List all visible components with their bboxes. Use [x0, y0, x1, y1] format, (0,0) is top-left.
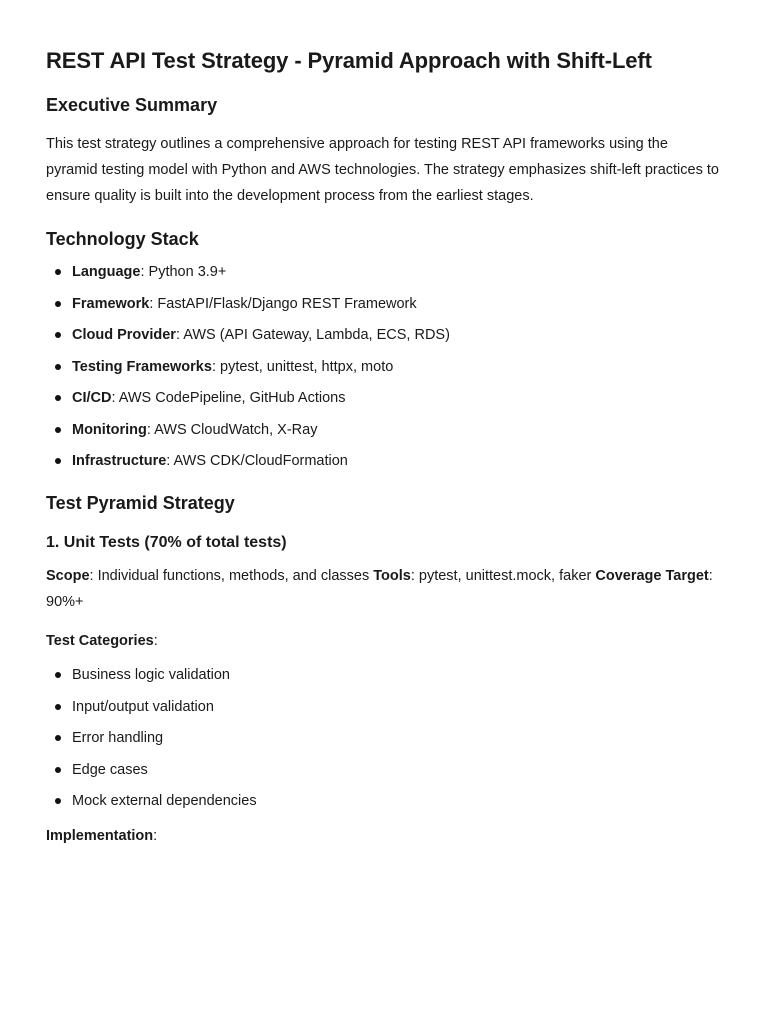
- list-item: [46, 665, 722, 685]
- document-title: REST API Test Strategy - Pyramid Approach with Shift-Left: [46, 48, 652, 73]
- stack-label: Language: [72, 264, 141, 280]
- bullet-icon: [55, 735, 61, 741]
- bullet-icon: [55, 332, 61, 338]
- category-text: Input/output validation: [72, 698, 214, 715]
- category-text: Mock external dependencies: [72, 793, 257, 809]
- list-item: [46, 357, 722, 377]
- stack-value: : AWS (API Gateway, Lambda, ECS, RDS): [175, 327, 450, 343]
- bullet-icon: [55, 364, 61, 370]
- test-categories-list: [46, 665, 722, 811]
- tools-value: : pytest, unittest.mock, faker: [410, 568, 596, 584]
- implementation-label: Implementation: [46, 827, 154, 844]
- technology-stack-list: [46, 262, 722, 471]
- executive-summary-heading: Executive Summary: [46, 95, 218, 115]
- stack-value: : AWS CodePipeline, GitHub Actions: [111, 390, 346, 406]
- list-item: [46, 791, 722, 811]
- stack-label: Framework: [72, 295, 150, 312]
- category-text: Error handling: [72, 730, 164, 746]
- stack-label: Infrastructure: [72, 453, 167, 469]
- bullet-icon: [55, 458, 61, 464]
- unit-tests-scope: [46, 563, 722, 615]
- bullet-icon: [55, 301, 61, 307]
- list-item: [46, 760, 722, 780]
- coverage-value: : 90%+: [46, 568, 713, 610]
- implementation-colon: :: [153, 827, 158, 844]
- bullet-icon: [55, 269, 61, 275]
- list-item: [46, 697, 722, 717]
- list-item: [46, 294, 722, 314]
- test-categories-label: Test Categories: [46, 633, 154, 649]
- stack-label: CI/CD: [72, 390, 112, 406]
- scope-value: : Individual functions, methods, and classes: [89, 568, 374, 584]
- list-item: [46, 728, 722, 748]
- stack-value: : Python 3.9+: [140, 264, 227, 280]
- bullet-icon: [55, 427, 61, 433]
- test-categories-colon: :: [153, 633, 158, 649]
- stack-label: Testing Frameworks: [72, 358, 212, 375]
- bullet-icon: [55, 395, 61, 401]
- stack-label: Cloud Provider: [72, 327, 176, 343]
- stack-value: : pytest, unittest, httpx, moto: [211, 358, 394, 375]
- stack-value: : FastAPI/Flask/Django REST Framework: [149, 295, 417, 312]
- list-item: [46, 420, 722, 440]
- stack-label: Monitoring: [72, 421, 147, 438]
- list-item: [46, 262, 722, 282]
- stack-value: : AWS CDK/CloudFormation: [166, 453, 348, 469]
- coverage-label: Coverage Target: [595, 568, 709, 584]
- stack-value: : AWS CloudWatch, X-Ray: [146, 421, 318, 438]
- bullet-icon: [55, 767, 61, 773]
- category-text: Business logic validation: [72, 667, 230, 683]
- tools-label: Tools: [373, 568, 411, 584]
- list-item: [46, 325, 722, 345]
- scope-label: Scope: [46, 568, 90, 584]
- bullet-icon: [55, 672, 61, 678]
- unit-tests-heading: 1. Unit Tests (70% of total tests): [46, 534, 287, 551]
- bullet-icon: [55, 798, 61, 804]
- bullet-icon: [55, 704, 61, 710]
- implementation-label-line: [46, 823, 722, 849]
- category-text: Edge cases: [72, 761, 148, 778]
- executive-summary-text: This test strategy outlines a comprehensive approach for testing REST API frameworks using the pyramid testing model with Python and AWS technologies. The strategy emphasizes shift-left practices to ensure quality is built into the development process from the earliest stages.: [46, 136, 719, 204]
- technology-stack-heading: Technology Stack: [46, 229, 199, 249]
- list-item: [46, 388, 722, 408]
- list-item: [46, 451, 722, 471]
- test-categories-label-line: [46, 628, 722, 654]
- test-pyramid-heading: Test Pyramid Strategy: [46, 493, 235, 513]
